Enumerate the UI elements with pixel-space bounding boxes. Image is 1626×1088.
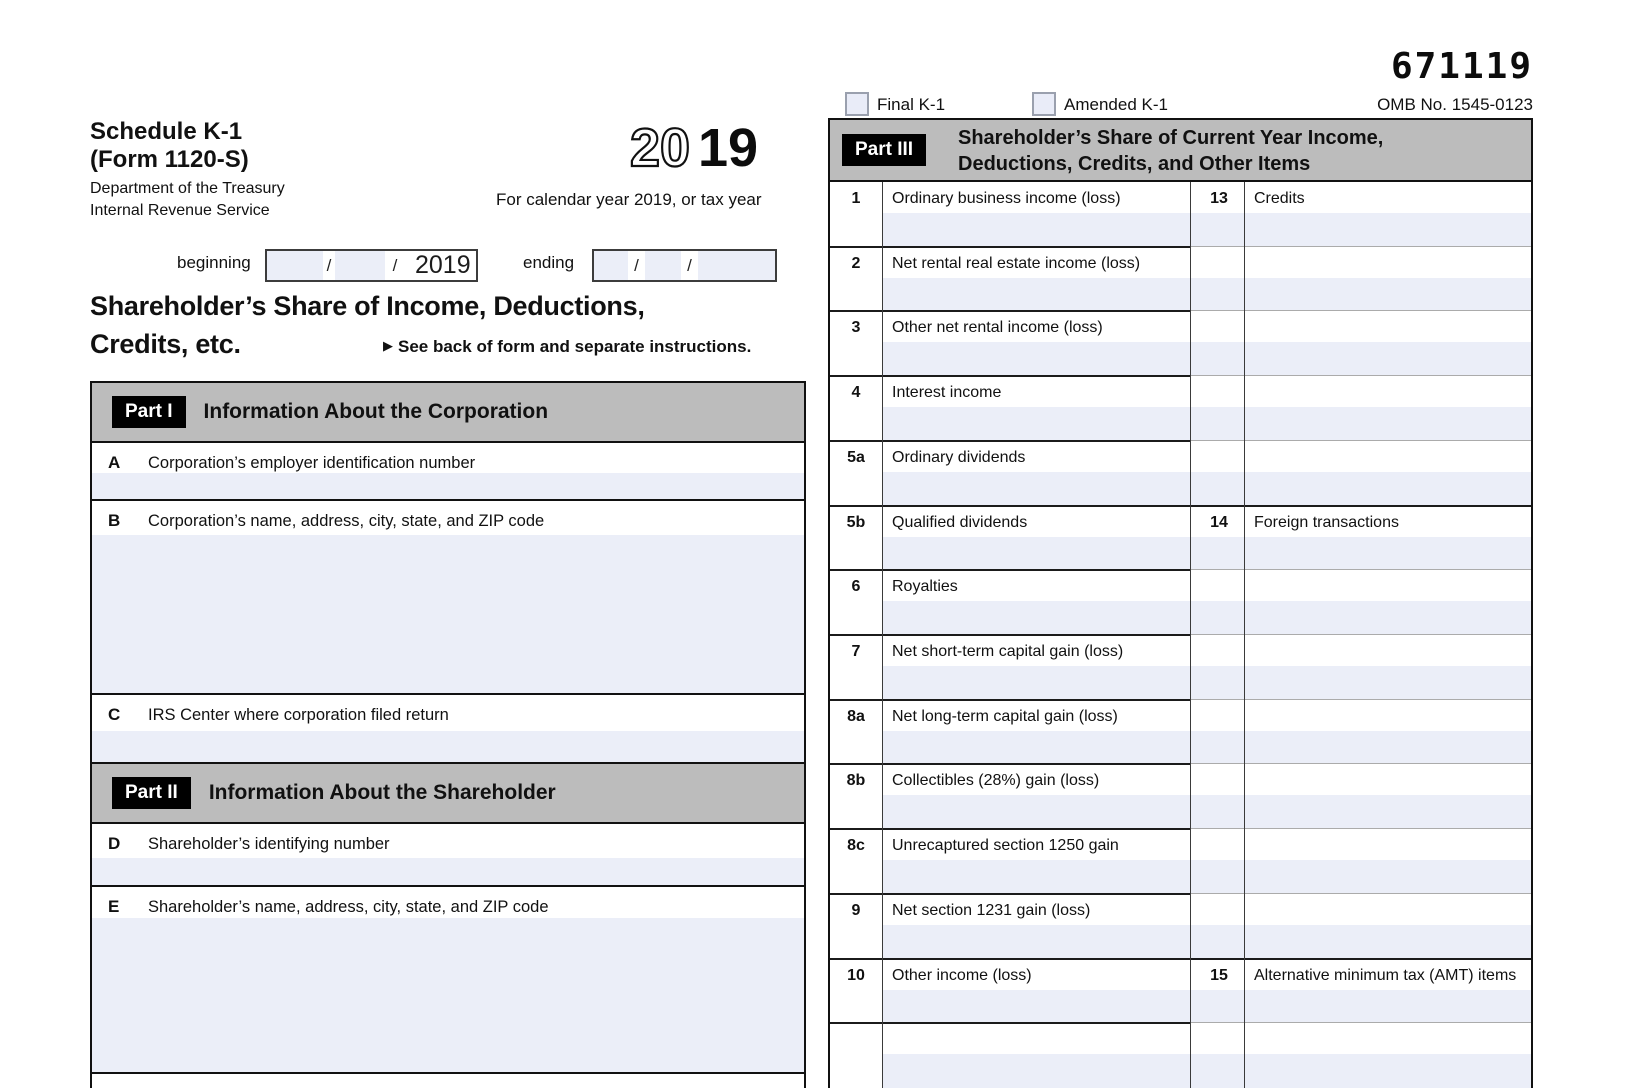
part3-right-row-divider [1190, 375, 1531, 376]
section-c-letter: C [108, 705, 121, 724]
part3-left-row-divider [830, 634, 1190, 636]
part3-right-row-divider [1190, 569, 1531, 570]
calendar-year-line: For calendar year 2019, or tax year [496, 190, 762, 209]
part3-left-row-divider [830, 828, 1190, 830]
part3-row-number-5b: 5b [846, 514, 866, 531]
part3-right-row-divider [1190, 893, 1531, 894]
part3-header-bar [828, 118, 1533, 182]
part3-column-divider-2 [1244, 182, 1245, 1088]
part3-row-label-6: Royalties [892, 578, 958, 595]
part3-table [828, 182, 1533, 1088]
part3-left-value-1[interactable] [882, 213, 1190, 247]
part3-section-number-15: 15 [1210, 967, 1228, 984]
section-b-label: Corporation’s name, address, city, state, and ZIP code [148, 512, 545, 530]
part3-section-label-13: Credits [1254, 190, 1305, 207]
section-d-label: Shareholder’s identifying number [148, 835, 390, 853]
part3-left-value-8a[interactable] [882, 731, 1190, 764]
section-a [90, 443, 806, 501]
section-d [90, 824, 806, 887]
part3-column-divider-0 [882, 182, 883, 1088]
part3-right-value-row3[interactable] [1190, 407, 1531, 441]
part3-row-number-8c: 8c [847, 837, 865, 854]
section-c [90, 695, 806, 762]
part3-right-value-row12[interactable] [1190, 990, 1531, 1023]
part3-right-row-divider [1190, 699, 1531, 700]
part3-left-row-divider [830, 569, 1190, 571]
beginning-month-field[interactable] [267, 251, 323, 280]
part3-right-row-divider [1190, 1022, 1531, 1023]
beginning-day-field[interactable] [335, 251, 385, 280]
part3-left-value-2[interactable] [882, 278, 1190, 311]
part2-tag: Part II [112, 777, 191, 809]
part3-left-row-divider [830, 375, 1190, 377]
department-line: Department of the Treasury [90, 180, 285, 197]
part3-left-row-divider [830, 763, 1190, 765]
part3-section-label-14: Foreign transactions [1254, 514, 1399, 531]
part3-left-value-3[interactable] [882, 342, 1190, 376]
shareholder-id-field[interactable] [92, 858, 804, 885]
section-b-letter: B [108, 511, 121, 530]
year-outline-20: 20 [630, 118, 691, 176]
beginning-date-box [265, 249, 478, 282]
date-slash: / [323, 251, 335, 280]
part3-left-value-8c[interactable] [882, 860, 1190, 894]
part3-title-line1: Shareholder’s Share of Current Year Income, [958, 127, 1384, 149]
part3-left-value-5b[interactable] [882, 537, 1190, 570]
part3-row-number-8b: 8b [846, 772, 866, 789]
part3-left-value-10[interactable] [882, 990, 1190, 1023]
part3-row-number-5a: 5a [847, 449, 865, 466]
part3-tag: Part III [842, 134, 926, 166]
see-back-text: See back of form and separate instructions. [398, 337, 752, 356]
arrow-icon: ▶ [383, 338, 393, 353]
part2-header-bar [90, 762, 806, 824]
date-slash: / [385, 251, 405, 280]
part3-right-row-divider [1190, 440, 1531, 441]
irs-center-field[interactable] [92, 731, 804, 762]
part3-row-number-7: 7 [851, 643, 861, 660]
section-e [90, 887, 806, 1074]
part3-row-number-3: 3 [851, 319, 861, 336]
part3-right-row-divider [1190, 828, 1531, 829]
part3-row-label-10: Other income (loss) [892, 967, 1032, 984]
part3-right-value-row1[interactable] [1190, 278, 1531, 311]
part3-right-value-row7[interactable] [1190, 666, 1531, 700]
part3-section-number-14: 14 [1210, 514, 1228, 531]
part3-left-row-divider [830, 958, 1190, 960]
part3-left-row-divider [830, 893, 1190, 895]
omb-number: OMB No. 1545-0123 [1377, 95, 1533, 114]
left-panel-next-section-sliver [90, 1074, 806, 1088]
part3-row-label-3: Other net rental income (loss) [892, 319, 1103, 336]
corporation-name-address-field[interactable] [92, 535, 804, 693]
part3-row-label-5b: Qualified dividends [892, 514, 1028, 531]
part3-row-number-2: 2 [851, 255, 861, 272]
form-serial-number: 671119 [1390, 46, 1533, 87]
part3-right-row-divider [1190, 505, 1531, 507]
page-title-line1: Shareholder’s Share of Income, Deductions, [90, 291, 645, 321]
part3-section-number-13: 13 [1210, 190, 1228, 207]
part1-header-bar [90, 381, 806, 443]
part3-row-label-1: Ordinary business income (loss) [892, 190, 1121, 207]
part3-right-value-row8[interactable] [1190, 731, 1531, 764]
shareholder-name-address-field[interactable] [92, 918, 804, 1072]
part3-right-value-row10[interactable] [1190, 860, 1531, 894]
part3-row-number-6: 6 [851, 578, 861, 595]
year-solid-19: 19 [698, 118, 759, 176]
part3-row-label-7: Net short-term capital gain (loss) [892, 643, 1124, 660]
part3-row-label-2: Net rental real estate income (loss) [892, 255, 1141, 272]
part3-title-line2: Deductions, Credits, and Other Items [958, 153, 1311, 175]
part3-right-value-row2[interactable] [1190, 342, 1531, 376]
amended-k1-checkbox[interactable] [1032, 92, 1056, 116]
part1-tag: Part I [112, 396, 186, 428]
part3-row-number-8a: 8a [847, 708, 865, 725]
part3-right-row-divider [1190, 246, 1531, 247]
ending-month-field[interactable] [594, 251, 628, 280]
part3-left-row-divider [830, 246, 1190, 248]
beginning-label: beginning [177, 253, 251, 272]
part3-right-value-row0[interactable] [1190, 213, 1531, 247]
part3-left-row-divider [830, 505, 1190, 507]
part3-right-value-row13[interactable] [1190, 1054, 1531, 1088]
part3-right-value-row6[interactable] [1190, 601, 1531, 635]
part3-right-row-divider [1190, 763, 1531, 764]
part3-right-row-divider [1190, 958, 1531, 960]
final-k1-checkbox[interactable] [845, 92, 869, 116]
ending-date-box [592, 249, 777, 282]
part3-row-number-1: 1 [851, 190, 861, 207]
section-a-label: Corporation’s employer identification number [148, 454, 476, 472]
section-d-letter: D [108, 834, 121, 853]
ending-label: ending [523, 253, 575, 272]
tax-year-graphic [628, 116, 780, 176]
irs-line: Internal Revenue Service [90, 202, 270, 219]
part3-row-label-8c: Unrecaptured section 1250 gain [892, 837, 1119, 854]
part3-row-label-8a: Net long-term capital gain (loss) [892, 708, 1118, 725]
ending-day-field[interactable] [645, 251, 681, 280]
part1-title: Information About the Corporation [203, 400, 549, 423]
part3-left-value-7[interactable] [882, 666, 1190, 700]
section-a-letter: A [108, 453, 121, 472]
part3-section-label-15: Alternative minimum tax (AMT) items [1254, 967, 1517, 984]
part3-left-value-6[interactable] [882, 601, 1190, 635]
part3-column-divider-1 [1190, 182, 1191, 1088]
part3-left-value-blank[interactable] [882, 1054, 1190, 1088]
see-back-note [383, 337, 751, 357]
beginning-year-value: 2019 [405, 251, 476, 280]
form-title-number: (Form 1120-S) [90, 146, 249, 173]
part3-row-label-8b: Collectibles (28%) gain (loss) [892, 772, 1100, 789]
part3-row-number-10: 10 [847, 967, 865, 984]
part3-right-value-row11[interactable] [1190, 925, 1531, 959]
part3-left-value-9[interactable] [882, 925, 1190, 959]
part3-left-value-4[interactable] [882, 407, 1190, 441]
ending-year-field[interactable] [698, 251, 775, 280]
form-title-schedule: Schedule K-1 [90, 118, 243, 145]
part3-row-label-9: Net section 1231 gain (loss) [892, 902, 1091, 919]
amended-k1-label: Amended K-1 [1064, 95, 1168, 114]
part3-right-value-row4[interactable] [1190, 472, 1531, 506]
date-slash: / [628, 251, 645, 280]
part3-row-number-4: 4 [851, 384, 861, 401]
section-b [90, 501, 806, 695]
part3-right-row-divider [1190, 634, 1531, 635]
ein-field[interactable] [92, 473, 804, 499]
part3-row-label-5a: Ordinary dividends [892, 449, 1026, 466]
section-c-label: IRS Center where corporation filed return [148, 706, 449, 724]
final-k1-label: Final K-1 [877, 95, 946, 114]
page-title-line2: Credits, etc. [90, 329, 241, 359]
date-slash: / [681, 251, 698, 280]
part3-right-value-row5[interactable] [1190, 537, 1531, 570]
part3-right-row-divider [1190, 310, 1531, 311]
part3-left-row-divider [830, 310, 1190, 312]
part3-left-row-divider [830, 1022, 1190, 1024]
part3-left-value-8b[interactable] [882, 795, 1190, 829]
part3-left-row-divider [830, 699, 1190, 701]
section-e-letter: E [108, 897, 120, 916]
part2-title: Information About the Shareholder [208, 781, 556, 804]
section-e-label: Shareholder’s name, address, city, state, and ZIP code [148, 898, 549, 916]
part3-right-value-row9[interactable] [1190, 795, 1531, 829]
part3-row-number-9: 9 [851, 902, 861, 919]
part3-left-row-divider [830, 440, 1190, 442]
part3-left-value-5a[interactable] [882, 472, 1190, 506]
part3-row-label-4: Interest income [892, 384, 1002, 401]
